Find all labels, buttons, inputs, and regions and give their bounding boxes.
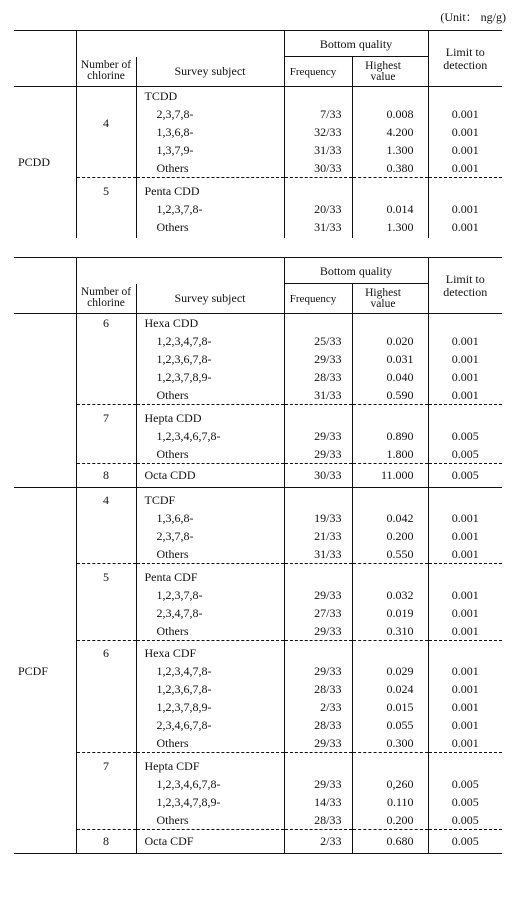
frequency: 32/33 [284,123,352,141]
table-row [14,775,502,793]
limit: 0.001 [428,218,502,238]
frequency-header: Frequency [284,284,352,314]
table-row [14,427,502,445]
limit [428,178,502,200]
chlorine-number: 5 [76,564,136,586]
frequency: 29/33 [284,586,352,604]
survey-subject: 1,3,6,8- [136,123,284,141]
limit: 0.001 [428,604,502,622]
survey-subject: Others [136,545,284,564]
highest-value: 0.024 [352,680,428,698]
limit: 0.001 [428,586,502,604]
frequency: 29/33 [284,662,352,680]
table-row [14,445,502,464]
survey-subject: 1,2,3,4,6,7,8- [136,775,284,793]
table-row [14,87,502,106]
table-row [14,811,502,830]
survey-subject: 1,3,7,9- [136,141,284,159]
survey-subject: 1,2,3,4,7,8,9- [136,793,284,811]
survey-subject: 2,3,4,6,7,8- [136,716,284,734]
table-row [14,332,502,350]
frequency: 25/33 [284,332,352,350]
survey-subject: 1,2,3,6,7,8- [136,680,284,698]
table-row [14,527,502,545]
frequency: 29/33 [284,350,352,368]
table-row [14,734,502,753]
limit: 0.005 [428,463,502,487]
survey-subject: 1,3,6,8- [136,509,284,527]
dioxin-table-part-2 [14,257,502,854]
table-row [14,640,502,662]
survey-subject-header: Survey subject [136,57,284,87]
frequency: 29/33 [284,775,352,793]
chlorine-number: 6 [76,640,136,662]
frequency: 21/33 [284,527,352,545]
limit: 0.001 [428,662,502,680]
highest-value: 0.042 [352,509,428,527]
highest-value [352,87,428,106]
survey-subject: 1,2,3,4,7,8- [136,332,284,350]
limit: 0.001 [428,716,502,734]
limit: 0.001 [428,368,502,386]
table-row [14,564,502,586]
limit: 0.005 [428,811,502,830]
highest-value: 1.300 [352,218,428,238]
survey-subject: Penta CDD [136,178,284,200]
limit: 0.001 [428,734,502,753]
highest-value: 0.019 [352,604,428,622]
frequency: 27/33 [284,604,352,622]
highest-value [352,178,428,200]
highest-value: 0.055 [352,716,428,734]
limit-to-detection-header: Limit to detection [428,258,502,314]
survey-subject: Others [136,445,284,464]
highest-value: 0.015 [352,698,428,716]
group-label-pcdd: PCDD [18,155,51,170]
chlorine-number: 5 [76,178,136,200]
highest-value: 0.032 [352,586,428,604]
highest-value: 0.680 [352,829,428,853]
table-row [14,622,502,641]
survey-subject: 1,2,3,6,7,8- [136,350,284,368]
survey-subject: Octa CDF [136,829,284,853]
frequency: 28/33 [284,368,352,386]
survey-subject: Hepta CDF [136,753,284,775]
highest-value: 0.300 [352,734,428,753]
table-row [14,662,502,680]
table-row [14,487,502,509]
survey-subject: 1,2,3,7,8,9- [136,368,284,386]
frequency: 28/33 [284,811,352,830]
highest-value: 1.800 [352,445,428,464]
highest-value: 0.029 [352,662,428,680]
table-row [14,716,502,734]
survey-subject: 1,2,3,7,8- [136,200,284,218]
chlorine-number: 8 [76,829,136,853]
table-row [14,218,502,238]
survey-subject: Others [136,811,284,830]
survey-subject: TCDF [136,487,284,509]
highest-value-header: Highest value [352,57,428,87]
limit-to-detection-header: Limit to detection [428,31,502,87]
table-row [14,368,502,386]
limit: 0.001 [428,386,502,405]
highest-value: 0.008 [352,105,428,123]
survey-subject: Hepta CDD [136,405,284,427]
survey-subject: 1,2,3,4,6,7,8- [136,427,284,445]
highest-value: 4.200 [352,123,428,141]
table-row [14,509,502,527]
frequency: 29/33 [284,622,352,641]
survey-subject: Octa CDD [136,463,284,487]
highest-value-header: Highest value [352,284,428,314]
survey-subject: 1,2,3,7,8- [136,586,284,604]
limit: 0.001 [428,123,502,141]
limit: 0.001 [428,105,502,123]
bottom-quality-header: Bottom quality [284,258,428,284]
limit: 0.001 [428,200,502,218]
limit: 0.001 [428,332,502,350]
survey-subject-header: Survey subject [136,284,284,314]
highest-value: 0.200 [352,527,428,545]
limit: 0.001 [428,680,502,698]
limit: 0.005 [428,775,502,793]
table-row [14,178,502,200]
chlorine-number: 4 [76,87,136,160]
highest-value: 0.550 [352,545,428,564]
table-row [14,463,502,487]
table-row [14,829,502,853]
survey-subject: Hexa CDF [136,640,284,662]
table-row [14,200,502,218]
frequency: 2/33 [284,698,352,716]
number-of-chlorine-header: Number of chlorine [76,284,136,314]
table-row [14,753,502,775]
survey-subject: 2,3,7,8- [136,105,284,123]
table-row [14,545,502,564]
highest-value: 0.020 [352,332,428,350]
survey-subject: 2,3,7,8- [136,527,284,545]
table-row [14,405,502,427]
table-row [14,680,502,698]
highest-value: 0.031 [352,350,428,368]
limit: 0.001 [428,350,502,368]
limit: 0.001 [428,527,502,545]
highest-value: 0.310 [352,622,428,641]
frequency: 31/33 [284,141,352,159]
number-of-chlorine-header: Number of chlorine [76,57,136,87]
chlorine-number: 6 [76,314,136,333]
table-row [14,793,502,811]
frequency: 31/33 [284,218,352,238]
table-row [14,350,502,368]
highest-value: 0.014 [352,200,428,218]
frequency-header: Frequency [284,57,352,87]
frequency: 30/33 [284,159,352,178]
limit: 0.001 [428,545,502,564]
frequency: 7/33 [284,105,352,123]
limit: 0.001 [428,141,502,159]
table-row [14,314,502,333]
limit: 0.001 [428,159,502,178]
frequency [284,178,352,200]
table-row [14,159,502,178]
limit: 0.001 [428,622,502,641]
limit: 0.005 [428,793,502,811]
highest-value: 11.000 [352,463,428,487]
frequency: 14/33 [284,793,352,811]
limit [428,87,502,106]
survey-subject: 1,2,3,4,7,8- [136,662,284,680]
survey-subject: Others [136,218,284,238]
frequency: 30/33 [284,463,352,487]
frequency: 29/33 [284,427,352,445]
frequency: 2/33 [284,829,352,853]
survey-subject: Others [136,159,284,178]
unit-label: (Unit： ng/g) [440,10,506,24]
chlorine-number: 8 [76,463,136,487]
chlorine-number: 7 [76,753,136,775]
frequency: 28/33 [284,716,352,734]
limit: 0.005 [428,445,502,464]
table-row [14,698,502,716]
highest-value: 0.380 [352,159,428,178]
table-row [14,386,502,405]
highest-value: 0.890 [352,427,428,445]
frequency: 29/33 [284,734,352,753]
limit: 0.005 [428,829,502,853]
survey-subject: 2,3,4,7,8- [136,604,284,622]
table-row [14,604,502,622]
highest-value: 1.300 [352,141,428,159]
survey-subject: 1,2,3,7,8,9- [136,698,284,716]
table-row [14,586,502,604]
frequency [284,87,352,106]
frequency: 31/33 [284,386,352,405]
highest-value: 0.590 [352,386,428,405]
chlorine-number: 4 [76,487,136,509]
survey-subject: Others [136,734,284,753]
highest-value: 0.200 [352,811,428,830]
highest-value: 0.110 [352,793,428,811]
frequency: 31/33 [284,545,352,564]
highest-value: 0,260 [352,775,428,793]
group-label-pcdf: PCDF [14,487,76,853]
bottom-quality-header: Bottom quality [284,31,428,57]
survey-subject: Others [136,386,284,405]
survey-subject: Others [136,622,284,641]
limit: 0.001 [428,698,502,716]
frequency: 20/33 [284,200,352,218]
survey-subject: Hexa CDD [136,314,284,333]
survey-subject: TCDD [136,87,284,106]
dioxin-table-part-1 [14,30,502,238]
limit: 0.001 [428,509,502,527]
limit: 0.005 [428,427,502,445]
frequency: 19/33 [284,509,352,527]
frequency: 28/33 [284,680,352,698]
chlorine-number: 7 [76,405,136,427]
survey-subject: Penta CDF [136,564,284,586]
frequency: 29/33 [284,445,352,464]
highest-value: 0.040 [352,368,428,386]
